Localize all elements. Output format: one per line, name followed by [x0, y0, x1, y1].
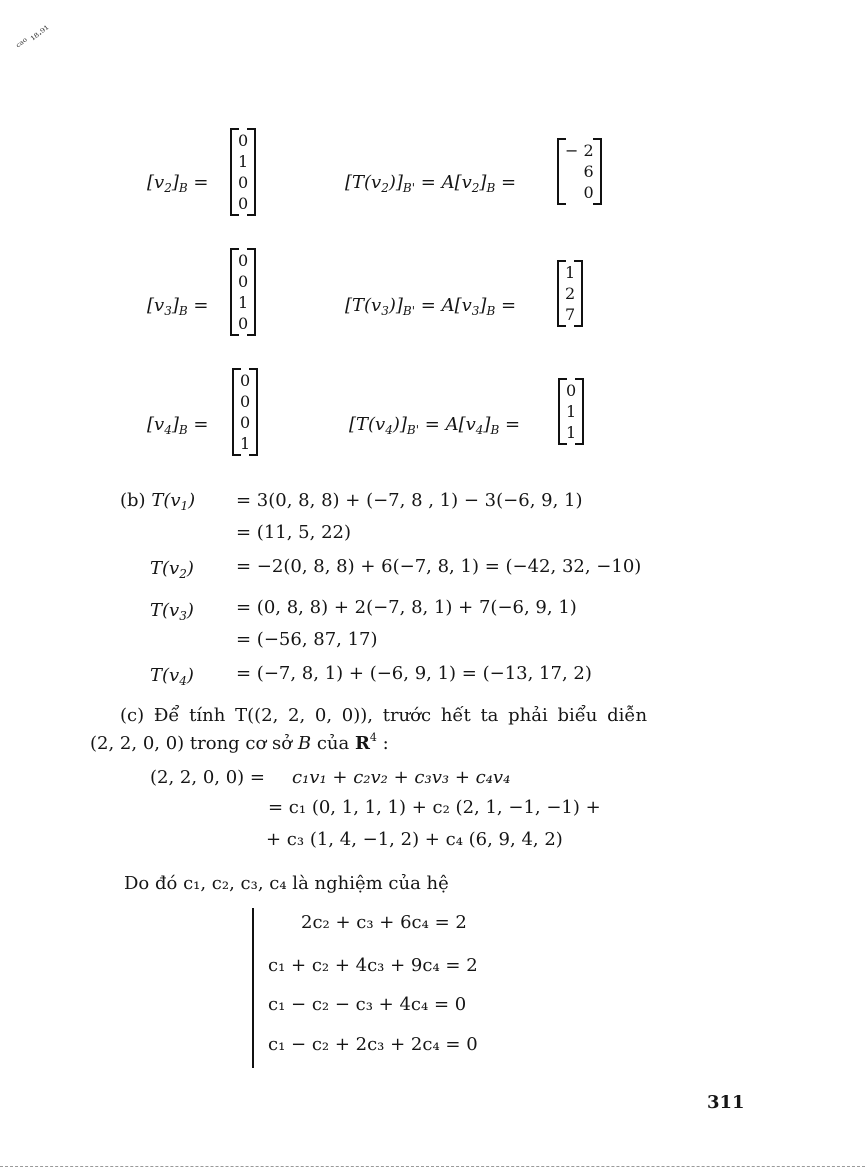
- expansion-line-3: + c₃ (1, 4, −1, 2) + c₄ (6, 9, 4, 2): [266, 829, 563, 850]
- part-b-T-v3: $T(v_3)$: [150, 600, 194, 623]
- part-b-T-v4: $T(v_4)$: [150, 665, 194, 688]
- matrix-cell: 1: [565, 263, 576, 282]
- system-brace: [252, 908, 264, 1068]
- matrix-cell: 1: [240, 434, 251, 453]
- matrix-cell: 0: [238, 194, 249, 213]
- T-v3-vector: [557, 260, 583, 327]
- T-v4-line: = (−7, 8, 1) + (−6, 9, 1) = (−13, 17, 2): [236, 663, 592, 684]
- part-c-intro-line-1: (c) Để tính T((2, 2, 0, 0)), trước hết ta phải biểu diễn: [120, 705, 648, 726]
- matrix-cell: 0: [240, 413, 251, 432]
- v4-coord-vector: [232, 368, 258, 456]
- system-equation-2: c₁ + c₂ + 4c₃ + 9c₄ = 2: [268, 955, 478, 976]
- T-v4-vector: [558, 378, 584, 445]
- matrix-cell: 1: [566, 423, 577, 442]
- T-v3-line-2: = (−56, 87, 17): [236, 629, 378, 650]
- matrix-cell: 0: [238, 251, 249, 270]
- system-intro: Do đó c₁, c₂, c₃, c₄ là nghiệm của hệ: [124, 873, 449, 894]
- T-v4-label: $[T(v_4)]_{B'} = A[v_4]_B$ =: [349, 414, 521, 437]
- matrix-cell: 1: [566, 402, 577, 421]
- matrix-cell: 7: [565, 305, 576, 324]
- matrix-cell: 0: [240, 392, 251, 411]
- T-v2-line: = −2(0, 8, 8) + 6(−7, 8, 1) = (−42, 32, −10): [236, 556, 642, 577]
- page-bottom-edge: [0, 1166, 865, 1167]
- T-v3-label: $[T(v_3)]_{B'} = A[v_3]_B$ =: [345, 295, 517, 318]
- page-number: 311: [707, 1092, 745, 1113]
- matrix-cell: 0: [238, 314, 249, 333]
- expansion-lhs: (2, 2, 0, 0) =: [150, 767, 265, 788]
- matrix-cell: 6: [583, 162, 594, 181]
- expansion-rhs: c₁v₁ + c₂v₂ + c₃v₃ + c₄v₄: [292, 767, 511, 788]
- v2-coord-label: $[v_2]_B$ =: [147, 172, 209, 195]
- matrix-cell: 0: [566, 381, 577, 400]
- matrix-cell: 1: [238, 152, 249, 171]
- matrix-cell: 0: [238, 131, 249, 150]
- T-v1-line-2: = (11, 5, 22): [236, 522, 351, 543]
- part-c-intro-line-2: (2, 2, 0, 0) trong cơ sở B của $R^4$ :: [90, 731, 389, 754]
- matrix-cell: 0: [238, 272, 249, 291]
- matrix-cell: 0: [238, 173, 249, 192]
- matrix-cell: 1: [238, 293, 249, 312]
- part-b-T-v2: $T(v_2)$: [150, 558, 194, 581]
- matrix-cell: 0: [583, 183, 594, 202]
- system-equation-4: c₁ − c₂ + 2c₃ + 2c₄ = 0: [268, 1034, 478, 1055]
- T-v2-vector: [557, 138, 602, 205]
- part-b-T-v1: (b) $T(v_1)$: [120, 490, 196, 513]
- matrix-cell: 0: [240, 371, 251, 390]
- corner-annotation: ᶜᵃᵒ ₁₈.₉₁: [13, 20, 52, 53]
- system-equation-3: c₁ − c₂ − c₃ + 4c₄ = 0: [268, 994, 467, 1015]
- T-v3-line-1: = (0, 8, 8) + 2(−7, 8, 1) + 7(−6, 9, 1): [236, 597, 577, 618]
- T-v2-label: $[T(v_2)]_{B'} = A[v_2]_B$ =: [345, 172, 517, 195]
- v3-coord-vector: [230, 248, 256, 336]
- T-v1-line-1: = 3(0, 8, 8) + (−7, 8 , 1) − 3(−6, 9, 1): [236, 490, 583, 511]
- v3-coord-label: $[v_3]_B$ =: [147, 295, 209, 318]
- matrix-cell: − 2: [565, 141, 594, 160]
- system-equation-1: 2c₂ + c₃ + 6c₄ = 2: [301, 912, 467, 933]
- v4-coord-label: $[v_4]_B$ =: [147, 414, 209, 437]
- matrix-cell: 2: [565, 284, 576, 303]
- v2-coord-vector: [230, 128, 256, 216]
- expansion-line-2: = c₁ (0, 1, 1, 1) + c₂ (2, 1, −1, −1) +: [268, 797, 601, 818]
